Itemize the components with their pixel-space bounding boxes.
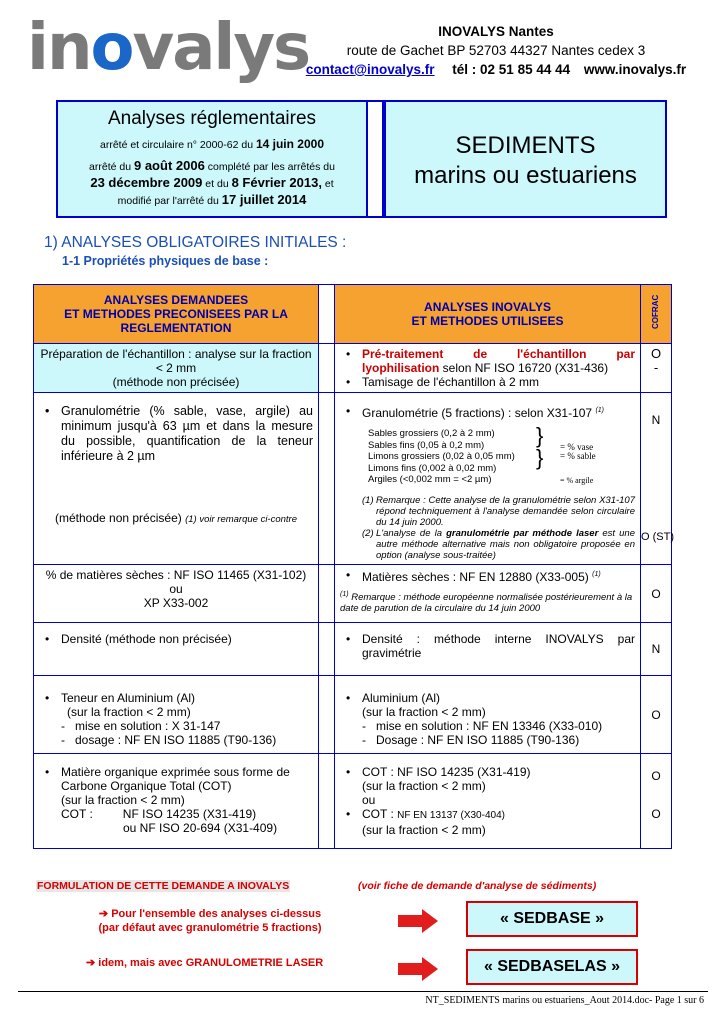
section-subtitle: 1-1 Propriétés physiques de base : <box>62 254 269 268</box>
prep-inovalys: • Pré-traitement de l'échantillon par lyophilisation selon NF ISO 16720 (X31-436) • Tamisage de l'échantillon à 2 mm <box>335 344 641 393</box>
company-name: INOVALYS Nantes <box>438 24 554 39</box>
formulation-label: FORMULATION DE CETTE DEMANDE A INOVALYS <box>37 880 290 892</box>
ms-cofrac: O <box>641 565 672 623</box>
table-row <box>34 623 672 676</box>
al-requested: • Teneur en Aluminium (Al) (sur la fraction < 2 mm) - mise en solution : X 31-147 - dosage : NF EN ISO 11885 (T90-136) <box>34 676 319 754</box>
granulo-inovalys: • Granulométrie (5 fractions) : selon X31-107 $^{(1)}$ Sables grossiers (0,2 à 2 mm) Sables fins (0,05 à 0,2 mm) Limons grossiers (0,02 à 0,05 mm) Limons fins (0,002 à 0,02 mm) Argiles (<0,002 mm = <2 µm) } } = % vase = % sable = % argile (1) Remarque : Cette analyse de la granulométrie selon X31-107 répond techniquement à l'analyse demandée selon circulaire du 14 juin 2000. (2) L'analyse de la granulométrie par méthode laser est une autre méthode alternative mais non obligatoire proposée en option (analyse sous-traitée) <box>335 393 641 565</box>
ms-requested: % de matières sèches : NF ISO 11465 (X31-102) ou XP X33-002 <box>34 565 319 623</box>
email-link[interactable]: contact@inovalys.fr <box>305 62 435 77</box>
regulation-line-2: arrêté du 9 août 2006 complété par les arrêtés du <box>89 158 335 173</box>
density-requested: • Densité (méthode non précisée) <box>34 623 319 676</box>
sediments-box <box>384 100 667 218</box>
sediments-title: SEDIMENTS <box>455 132 596 159</box>
granulo-cofrac: N O (ST) <box>641 393 672 565</box>
al-cofrac: O <box>641 676 672 754</box>
option-laser: ➔ idem, mais avec GRANULOMETRIE LASER <box>86 957 324 969</box>
prep-cofrac: O - <box>641 344 672 393</box>
remark-2: (2) L'analyse de la granulométrie par méthode laser est une autre méthode alternative mais non obligatoire proposée en option (analyse sous-traitée) <box>362 528 635 561</box>
regulation-line-4: modifié par l'arrêté du 17 juillet 2014 <box>117 192 307 207</box>
analyses-table <box>33 284 672 849</box>
table-header <box>34 285 672 344</box>
inovalys-logo: inovalys <box>27 11 310 85</box>
table-row <box>34 676 672 754</box>
website-link[interactable]: www.inovalys.fr <box>583 62 687 77</box>
title-separator <box>368 100 384 218</box>
cot-requested: • Matière organique exprimée sous forme de Carbone Organique Total (COT) (sur la fraction < 2 mm) COT : NF ISO 14235 (X31-419) ou NF ISO 20-694 (X31-409) <box>34 754 319 849</box>
table-row <box>34 344 672 393</box>
section-title: 1) ANALYSES OBLIGATOIRES INITIALES : <box>44 234 347 251</box>
regulation-box <box>56 100 368 218</box>
arrow-right-icon <box>398 957 438 981</box>
sedbaselas-code[interactable]: « SEDBASELAS » <box>466 949 638 985</box>
arrow-right-icon <box>398 909 438 933</box>
sediments-subtitle: marins ou estuariens <box>414 162 637 189</box>
al-inovalys: • Aluminium (Al) (sur la fraction < 2 mm) - mise en solution : NF EN 13346 (X33-010) - Dosage : NF EN ISO 11885 (T90-136) <box>335 676 641 754</box>
formulation-note: (voir fiche de demande d'analyse de sédiments) <box>358 880 597 892</box>
phone-number: tél : 02 51 85 44 44 <box>452 62 571 77</box>
cot-inovalys: • COT : NF ISO 14235 (X31-419) (sur la fraction < 2 mm) ou • COT : NF EN 13137 (X30-404) (sur la fraction < 2 mm) <box>335 754 641 849</box>
granulo-requested: • Granulométrie (% sable, vase, argile) au minimum jusqu'à 63 µm et dans la mesure du possible, quantification de la teneur inférieure à 2 µm (méthode non précisée) (1) voir remarque ci-contre <box>34 393 319 565</box>
remark-1: (1) Remarque : Cette analyse de la granulométrie selon X31-107 répond techniquement à l'analyse demandée selon circulaire du 14 juin 2000. <box>362 495 635 528</box>
regulation-heading: Analyses réglementaires <box>107 108 317 129</box>
contact-line <box>296 60 696 79</box>
table-row <box>34 565 672 623</box>
fractions-list: Sables grossiers (0,2 à 2 mm) Sables fins (0,05 à 0,2 mm) Limons grossiers (0,02 à 0,05 mm) Limons fins (0,002 à 0,02 mm) Argiles (<0,002 mm = <2 µm) } } = % vase = % sable = % argile <box>368 423 596 485</box>
prep-requested: Préparation de l'échantillon : analyse sur la fraction < 2 mm (méthode non précisée) <box>34 344 319 393</box>
header-requested: ANALYSES DEMANDEES ET METHODES PRECONISEES PAR LA REGLEMENTATION <box>34 285 319 344</box>
option-default: ➔ Pour l'ensemble des analyses ci-dessus (par défaut avec granulométrie 5 fractions) <box>98 908 322 934</box>
table-row <box>34 754 672 849</box>
header-inovalys: ANALYSES INOVALYS ET METHODES UTILISEES <box>335 285 641 344</box>
footer-rule <box>18 991 708 992</box>
header-cofrac: COFRAC <box>641 285 672 344</box>
regulation-line-3: 23 décembre 2009 et du 8 Février 2013, et <box>90 175 334 190</box>
regulation-line-1: arrêté et circulaire n° 2000-62 du 14 juin 2000 <box>100 137 324 151</box>
ms-inovalys: • Matières sèches : NF EN 12880 (X33-005) $^{(1)}$ $^{(1)}$ Remarque : méthode européenne normalisée postérieurement à la date de parution de la circulaire du 14 juin 2000 <box>335 565 641 623</box>
footer-text: NT_SEDIMENTS marins ou estuariens_Aout 2014.doc- Page 1 sur 6 <box>425 995 704 1006</box>
company-address: route de Gachet BP 52703 44327 Nantes cedex 3 <box>346 43 646 58</box>
cot-cofrac: O O <box>641 754 672 849</box>
sedbase-code[interactable]: « SEDBASE » <box>466 901 638 937</box>
density-cofrac: N <box>641 623 672 676</box>
density-inovalys: • Densité : méthode interne INOVALYS par gravimétrie <box>335 623 641 676</box>
table-row <box>34 393 672 565</box>
